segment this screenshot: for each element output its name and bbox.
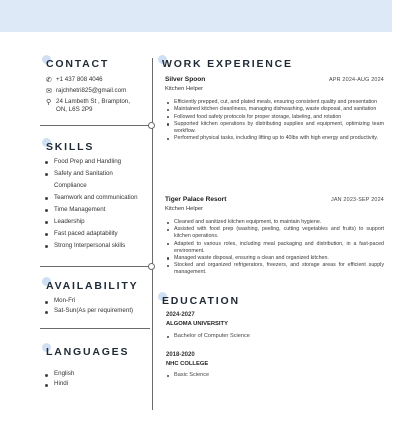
skill-item: Fast paced adaptability xyxy=(44,228,138,240)
languages-heading xyxy=(46,346,129,358)
skill-item: Teamwork and communication xyxy=(44,192,138,204)
header-band xyxy=(0,0,400,32)
availability-heading xyxy=(46,280,138,292)
job-responsibilities xyxy=(166,219,384,276)
mail-icon: ✉ xyxy=(46,88,52,95)
language-item: Hindi xyxy=(44,379,74,389)
contact-heading xyxy=(46,58,109,70)
job-role: Kitchen Helper xyxy=(165,86,204,92)
skill-item: Leadership xyxy=(44,216,138,228)
work-heading xyxy=(162,58,293,70)
languages-heading-text: LANGUAGES xyxy=(46,346,130,358)
education-degree: Bachelor of Computer Science xyxy=(166,333,250,339)
job-responsibilities xyxy=(166,99,384,142)
phone-text: +1 437 808 4046 xyxy=(56,76,103,83)
responsibility-item: Followed food safety protocols for proper storage, labeling, and rotation xyxy=(166,114,384,121)
availability-item: Sat-Sun(As per requirement) xyxy=(44,306,133,316)
contact-address xyxy=(46,98,130,114)
email-text: rajchhetri825@gmail.com xyxy=(56,87,127,94)
education-degree-list xyxy=(166,372,209,378)
timeline-divider xyxy=(152,58,153,410)
education-years: 2024-2027 xyxy=(166,312,195,318)
responsibility-item: Assisted with food prep (washing, peeling, cutting vegetables and fruits) to support kitchen operations. xyxy=(166,226,384,240)
footer-band xyxy=(0,426,400,434)
skill-item: Safety and Sanitation xyxy=(44,168,138,180)
work-heading-text: WORK EXPERIENCE xyxy=(162,58,293,70)
job-dates: JAN 2023-SEP 2024 xyxy=(330,197,384,203)
job-employer: Tiger Palace Resort xyxy=(165,196,227,203)
responsibility-item: Cleaned and sanitized kitchen equipment, to maintain hygiene. xyxy=(166,219,384,226)
education-degree-list xyxy=(166,333,250,339)
job-role: Kitchen Helper xyxy=(165,206,204,212)
availability-list xyxy=(44,296,133,316)
education-degree: Basic Science xyxy=(166,372,209,378)
education-school: NHC COLLEGE xyxy=(166,361,209,367)
skill-item-continued-text: Compliance xyxy=(54,182,87,189)
skill-item: Time Management xyxy=(44,204,138,216)
skill-item-continued xyxy=(44,180,138,192)
address-line-1: 24 Lambeth St , Brampton, xyxy=(56,98,130,105)
education-heading-text: EDUCATION xyxy=(162,295,240,307)
skill-item: Food Prep and Handling xyxy=(44,156,138,168)
contact-separator xyxy=(40,125,150,126)
availability-separator xyxy=(40,328,150,329)
languages-list xyxy=(44,369,74,389)
location-icon: ⚲ xyxy=(46,99,52,106)
job-dates: APR 2024-AUG 2024 xyxy=(329,77,384,83)
phone-icon: ✆ xyxy=(46,77,52,84)
contact-phone xyxy=(46,76,103,84)
responsibility-item: Stocked and organized refrigerators, freezers, and storage areas for efficient supply management. xyxy=(166,262,384,276)
responsibility-item: Efficiently prepped, cut, and plated meals, ensuring consistent quality and presentation xyxy=(166,99,384,106)
timeline-node xyxy=(148,122,155,129)
responsibility-item: Adapted to various roles, including meal packaging and distribution, in a fast-paced environment. xyxy=(166,241,384,255)
header-band-fill xyxy=(0,0,392,32)
skills-heading xyxy=(46,141,94,153)
education-school: ALGOMA UNIVERSITY xyxy=(166,321,228,327)
contact-heading-text: CONTACT xyxy=(46,58,110,70)
skills-list xyxy=(44,156,138,252)
availability-heading-text: AVAILABILITY xyxy=(46,280,139,292)
timeline-node xyxy=(148,263,155,270)
responsibility-item: Supported kitchen operations by distributing supplies and equipment, optimizing team workflow. xyxy=(166,121,384,135)
availability-item: Mon-Fri xyxy=(44,296,133,306)
job-employer: Silver Spoon xyxy=(165,76,206,83)
address-line-2: ON, L6S 2P9 xyxy=(56,106,93,114)
skills-separator xyxy=(40,266,150,267)
responsibility-item: Performed physical tasks, including lifting up to 40lbs with high energy and productivity. xyxy=(166,135,384,142)
education-heading xyxy=(162,295,240,307)
responsibility-item: Maintained kitchen cleanliness, managing dishwashing, waste disposal, and sanitation xyxy=(166,106,384,113)
education-years: 2018-2020 xyxy=(166,352,195,358)
skills-heading-text: SKILLS xyxy=(46,141,95,153)
language-item: English xyxy=(44,369,74,379)
skill-item: Strong Interpersonal skills xyxy=(44,240,138,252)
responsibility-item: Managed waste disposal, ensuring a clean and organized kitchen. xyxy=(166,255,384,262)
contact-email xyxy=(46,87,126,95)
